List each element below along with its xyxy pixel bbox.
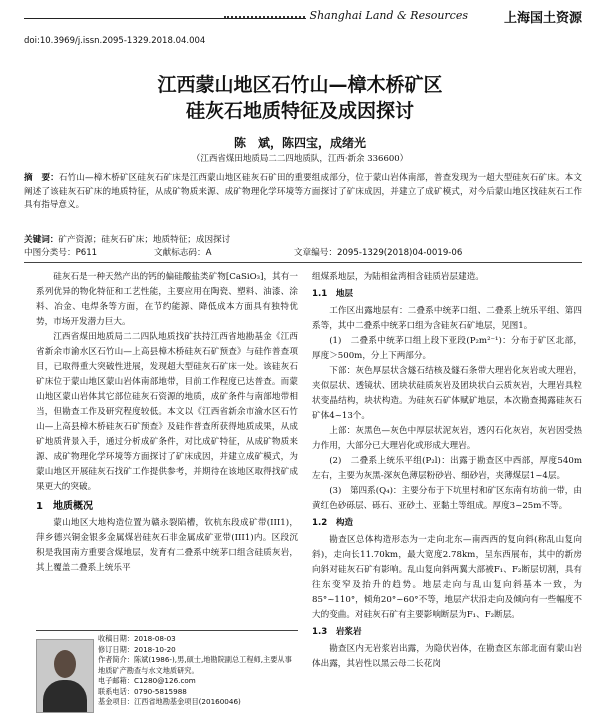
article-meta <box>24 234 582 260</box>
paragraph: (1) 二叠系中统茅口组上段下亚段(P₂m²⁻¹)：分布于矿区北部，厚度＞500m，分上下两部分。 <box>312 336 582 361</box>
paragraph: (3) 第四系(Q₄)：主要分布于下坑里村和矿区东南有坊前一带，由黄红色砂砾层、砾石、亚砂土、亚黏土等组成。厚度3~25m不等。 <box>312 486 582 511</box>
paragraph: 下部：灰色厚层状含燧石结核及燧石条带大理岩化灰岩或大理岩，夹似层状、透镜状、团块状硅质灰岩及团块状白云质灰岩，大理岩具粒状变晶结构，块状构造。为硅灰石矿体赋矿地层，本次勘查揭露硅灰石矿体4~13个。 <box>312 366 582 421</box>
keywords-text: 矿产资源；硅灰石矿床；地质特征；成因探讨 <box>58 235 231 245</box>
author-photo <box>36 639 94 713</box>
abstract-label: 摘 要： <box>24 173 59 183</box>
paragraph: 硅灰石是一种天然产出的钙的偏硅酸盐类矿物[CaSiO₃]，其有一系列优异的物化特征和工艺性能，主要应用在陶瓷、塑料、油漆、涂料、冶金、电焊条等方面，在节约能源、降低成本方面具有独特优势，市场开发潜力巨大。 <box>36 272 298 327</box>
right-column <box>312 270 582 672</box>
phone: 联系电话：0790-5815988 <box>98 686 187 696</box>
keywords-label: 关键词： <box>24 235 59 245</box>
author-intro: 作者简介：陈斌(1986-),男,硕士,地勘院副总工程师,主要从事地质矿产勘查与水文地质研究。 <box>98 655 292 675</box>
revised-date: 修订日期：2018-10-20 <box>98 644 176 654</box>
journal-name-en: Shanghai Land & Resources <box>306 9 472 22</box>
fund: 基金项目：江西省地勘基金项目(20160046) <box>98 697 241 706</box>
running-header <box>24 6 582 30</box>
paragraph: 工作区出露地层有：二叠系中统茅口组、二叠系上统乐平组、第四系等，其中二叠系中统茅口组为含硅灰石矿地层，见图1。 <box>312 306 582 331</box>
paragraph: 勘查区总体构造形态为一走向北东—南西西的复向斜(称乱山复向斜)，走向长11.70km，最大宽度2.78km，呈东西展布，其中的新房向斜对硅灰石矿有影响。乱山复向斜两翼大部被F₁、F₂断层切割，具有往东变窄及抬升的趋势。地层走向与乱山复向斜基本一致，为85°~110°，倾角20°~60°不等，地层产状沿走向及倾向有一些幅度不大的变曲。对硅灰石矿有主要影响断层为F₁、F₂断层。 <box>312 535 582 620</box>
paragraph: 勘查区内无岩浆岩出露，为隐伏岩体，在勘查区东部北面有蒙山岩体出露，其岩性以黑云母二长花岗 <box>312 644 582 669</box>
paragraph: 上部：灰黑色—灰色中厚层状泥灰岩，透闪石化灰岩，灰岩因受热力作用，大部分已大理岩化或形成大理岩。 <box>312 426 582 451</box>
title-line-2: 硅灰石地质特征及成因探讨 <box>185 100 414 122</box>
author-bio-footnote <box>36 630 298 708</box>
section-heading-1: 1 地质概况 <box>36 501 93 512</box>
section-heading-1-2: 1.2 构造 <box>312 518 354 528</box>
journal-name-cn: 上海国土资源 <box>503 11 582 26</box>
paragraph: 蒙山地区大地构造位置为赣永裂陷槽，钦杭东段成矿带(III1)，萍乡德兴铜金银多金属煤岩硅灰石非金属成矿亚带(III1)内。区段沉积是我国南方重要含煤地层，发育有二叠系中统茅口组含硅质灰岩，其上覆盖二叠系上统乐平 <box>36 518 298 573</box>
title-line-1: 江西蒙山地区石竹山—樟木桥矿区 <box>157 74 443 96</box>
separator-rule <box>24 262 582 263</box>
paragraph: 江西省煤田地质局二二四队地质找矿扶持江西省地勘基金《江西省新余市渝水区石竹山—上高县樟木桥硅灰石矿预查》与硅作普查项目，已取得重大突破性进展，发现超大型硅灰石矿床一处。该硅灰石矿床位于蒙山地区蒙山岩体南部地带，目前工作程度已达普查。而蒙山地区蒙山岩体其它部位硅灰石资源的地质，成矿条件与南部地带相当，但勘查工作及研究程度较低。本文以《江西省新余市渝水区石竹山—上高县樟木桥硅灰石矿预查》及硅作普查所获得地质成果，从成矿地质背景入手，通过分析成矿条件，对比成矿特征，从成矿物质来源、成矿物理化学环境等方面探讨了矿床成因，并建立成矿模式，为蒙山地区开展硅灰石找矿工作提供参考，并期待在该地区取得找矿成果更大的突破。 <box>36 332 298 492</box>
abstract <box>24 172 582 213</box>
email: 电子邮箱：C1280@126.com <box>98 676 196 685</box>
section-heading-1-1: 1.1 地层 <box>312 289 354 299</box>
paper-title <box>0 72 600 124</box>
affiliation: （江西省煤田地质局二二四地质队，江西·新余 336600） <box>191 154 409 164</box>
left-column <box>36 270 298 576</box>
authors: 陈 斌，陈四宝，成绪光 <box>233 136 366 150</box>
doi: doi:10.3969/j.issn.2095-1329.2018.04.004 <box>24 36 206 46</box>
section-heading-1-3: 1.3 岩浆岩 <box>312 627 362 637</box>
article-number: 文章编号：2095-1329(2018)04-0019-06 <box>294 248 463 258</box>
clc-number: 中图分类号：P611 <box>24 248 98 258</box>
abstract-text: 石竹山—樟木桥矿区硅灰石矿床是江西蒙山地区硅灰石矿田的重要组成部分，位于蒙山岩体南部，普查发现为一超大型硅灰石矿床。本文阐述了该硅灰石矿床的地质特征，从成矿物质来源、成矿物理化学环境等方面探讨了矿床成因，并建立了成矿模式，对今后蒙山地区找硅灰石工作具有指导意义。 <box>24 173 582 210</box>
paragraph: (2) 二叠系上统乐平组(P₂l)：出露于勘查区中西部，厚度540m左右，主要为灰黑-深灰色薄层粉砂岩、细砂岩，夹薄煤层1~4层。 <box>312 456 582 481</box>
paragraph: 组煤系地层，为陆相盆湾相含硅质岩层建造。 <box>312 272 484 282</box>
doc-code: 文献标志码：A <box>154 248 212 258</box>
received-date: 收稿日期：2018-08-03 <box>98 634 176 643</box>
keywords <box>24 234 582 247</box>
